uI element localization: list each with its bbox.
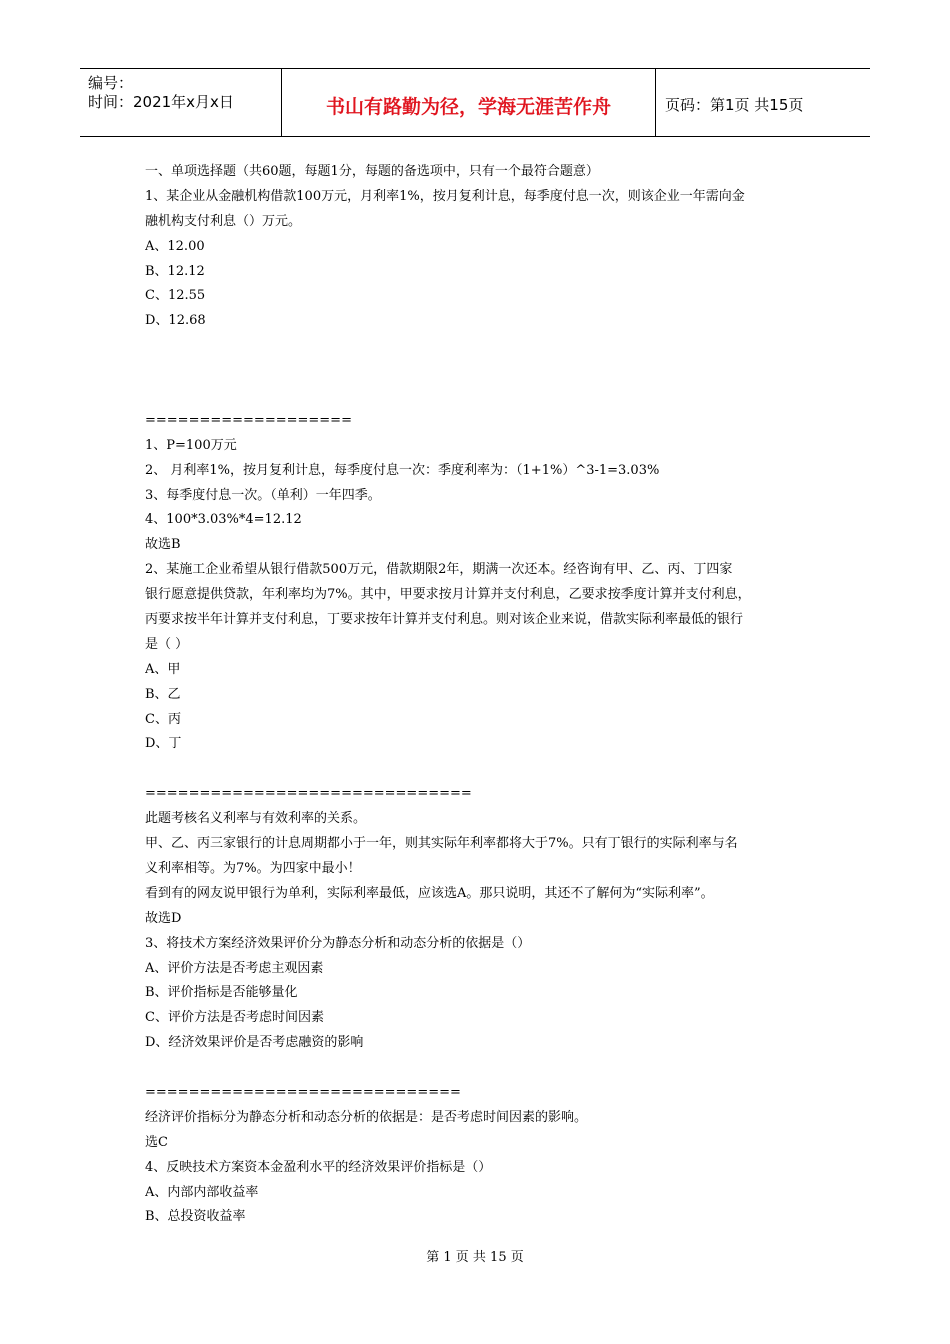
text-line: 故选B (145, 537, 181, 553)
text-line: B、总投资收益率 (145, 1209, 246, 1225)
text-line: 4、100*3.03%*4=12.12 (145, 512, 302, 528)
text-line: 义利率相等。为7%。为四家中最小！ (145, 860, 361, 876)
text-line: D、丁 (145, 736, 182, 752)
text-line: A、内部内部收益率 (145, 1184, 259, 1200)
header-motto-cell (281, 69, 656, 136)
text-line: =================== (145, 412, 352, 428)
blank-line (145, 1056, 815, 1081)
text-line: 此题考核名义利率与有效利率的关系。 (145, 811, 367, 827)
text-line: 1、P=100万元 (145, 437, 237, 453)
text-line: 丙要求按半年计算并支付利息，丁要求按年计算并支付利息。则对该企业来说，借款实际利率最低的银行 (145, 612, 744, 628)
text-line: 经济评价指标分为静态分析和动态分析的依据是：是否考虑时间因素的影响。 (145, 1109, 588, 1125)
page-header (80, 68, 870, 137)
blank-line (145, 757, 815, 782)
document-time-label: 时间：2021年x月x日 (88, 93, 234, 111)
text-line: B、乙 (145, 686, 181, 702)
text-line: 故选D (145, 910, 182, 926)
blank-line (145, 359, 815, 384)
text-line: 3、每季度付息一次。（单利）一年四季。 (145, 487, 381, 503)
document-number-label: 编号： (88, 74, 134, 92)
text-line: A、甲 (145, 661, 181, 677)
header-left-cell (80, 69, 281, 136)
text-line: 2、 月利率1%，按月复利计息，每季度付息一次：季度利率为：（1+1%）^3-1=3.03% (145, 462, 660, 478)
blank-line (145, 384, 815, 409)
text-line: 1、某企业从金融机构借款100万元，月利率1%，按月复利计息，每季度付息一次，则该企业一年需向金 (145, 188, 745, 204)
text-line: ============================== (145, 786, 472, 802)
header-page-info: 页码：第1页 共15页 (665, 96, 804, 114)
document-body (145, 160, 815, 1230)
text-line: D、12.68 (145, 313, 206, 329)
text-line: 甲、乙、丙三家银行的计息周期都小于一年，则其实际年利率都将大于7%。只有丁银行的实际利率与名 (145, 836, 738, 852)
text-line: 一、单项选择题（共60题，每题1分，每题的备选项中，只有一个最符合题意） (145, 164, 599, 179)
text-line: 融机构支付利息（）万元。 (145, 213, 302, 229)
text-line: C、丙 (145, 711, 181, 727)
text-line: B、12.12 (145, 263, 205, 279)
text-line: A、评价方法是否考虑主观因素 (145, 960, 324, 976)
text-line: 4、反映技术方案资本金盈利水平的经济效果评价指标是（） (145, 1159, 492, 1175)
text-line: 2、某施工企业希望从银行借款500万元，借款期限2年，期满一次还本。经咨询有甲、乙、丙、丁四家 (145, 562, 733, 578)
text-line: 看到有的网友说甲银行为单利，实际利率最低，应该选A。那只说明，其还不了解何为“实际利率”。 (145, 885, 714, 901)
text-line: A、12.00 (145, 238, 205, 254)
text-line: C、12.55 (145, 288, 206, 304)
text-line: 银行愿意提供贷款，年利率均为7%。其中，甲要求按月计算并支付利息，乙要求按季度计算并支付利息， (145, 587, 751, 603)
header-motto: 书山有路勤为径，学海无涯苦作舟 (325, 96, 611, 118)
page-footer: 第 1 页 共 15 页 (426, 1250, 524, 1265)
blank-line (145, 334, 815, 359)
text-line: 3、将技术方案经济效果评价分为静态分析和动态分析的依据是（） (145, 935, 531, 951)
text-line: 选C (145, 1134, 168, 1150)
text-line: B、评价指标是否能够量化 (145, 985, 298, 1001)
text-line: 是（ ） (145, 636, 189, 652)
text-line: D、经济效果评价是否考虑融资的影响 (145, 1035, 364, 1051)
text-line: ============================= (145, 1084, 461, 1100)
text-line: C、评价方法是否考虑时间因素 (145, 1010, 324, 1026)
header-right-cell (655, 69, 870, 136)
